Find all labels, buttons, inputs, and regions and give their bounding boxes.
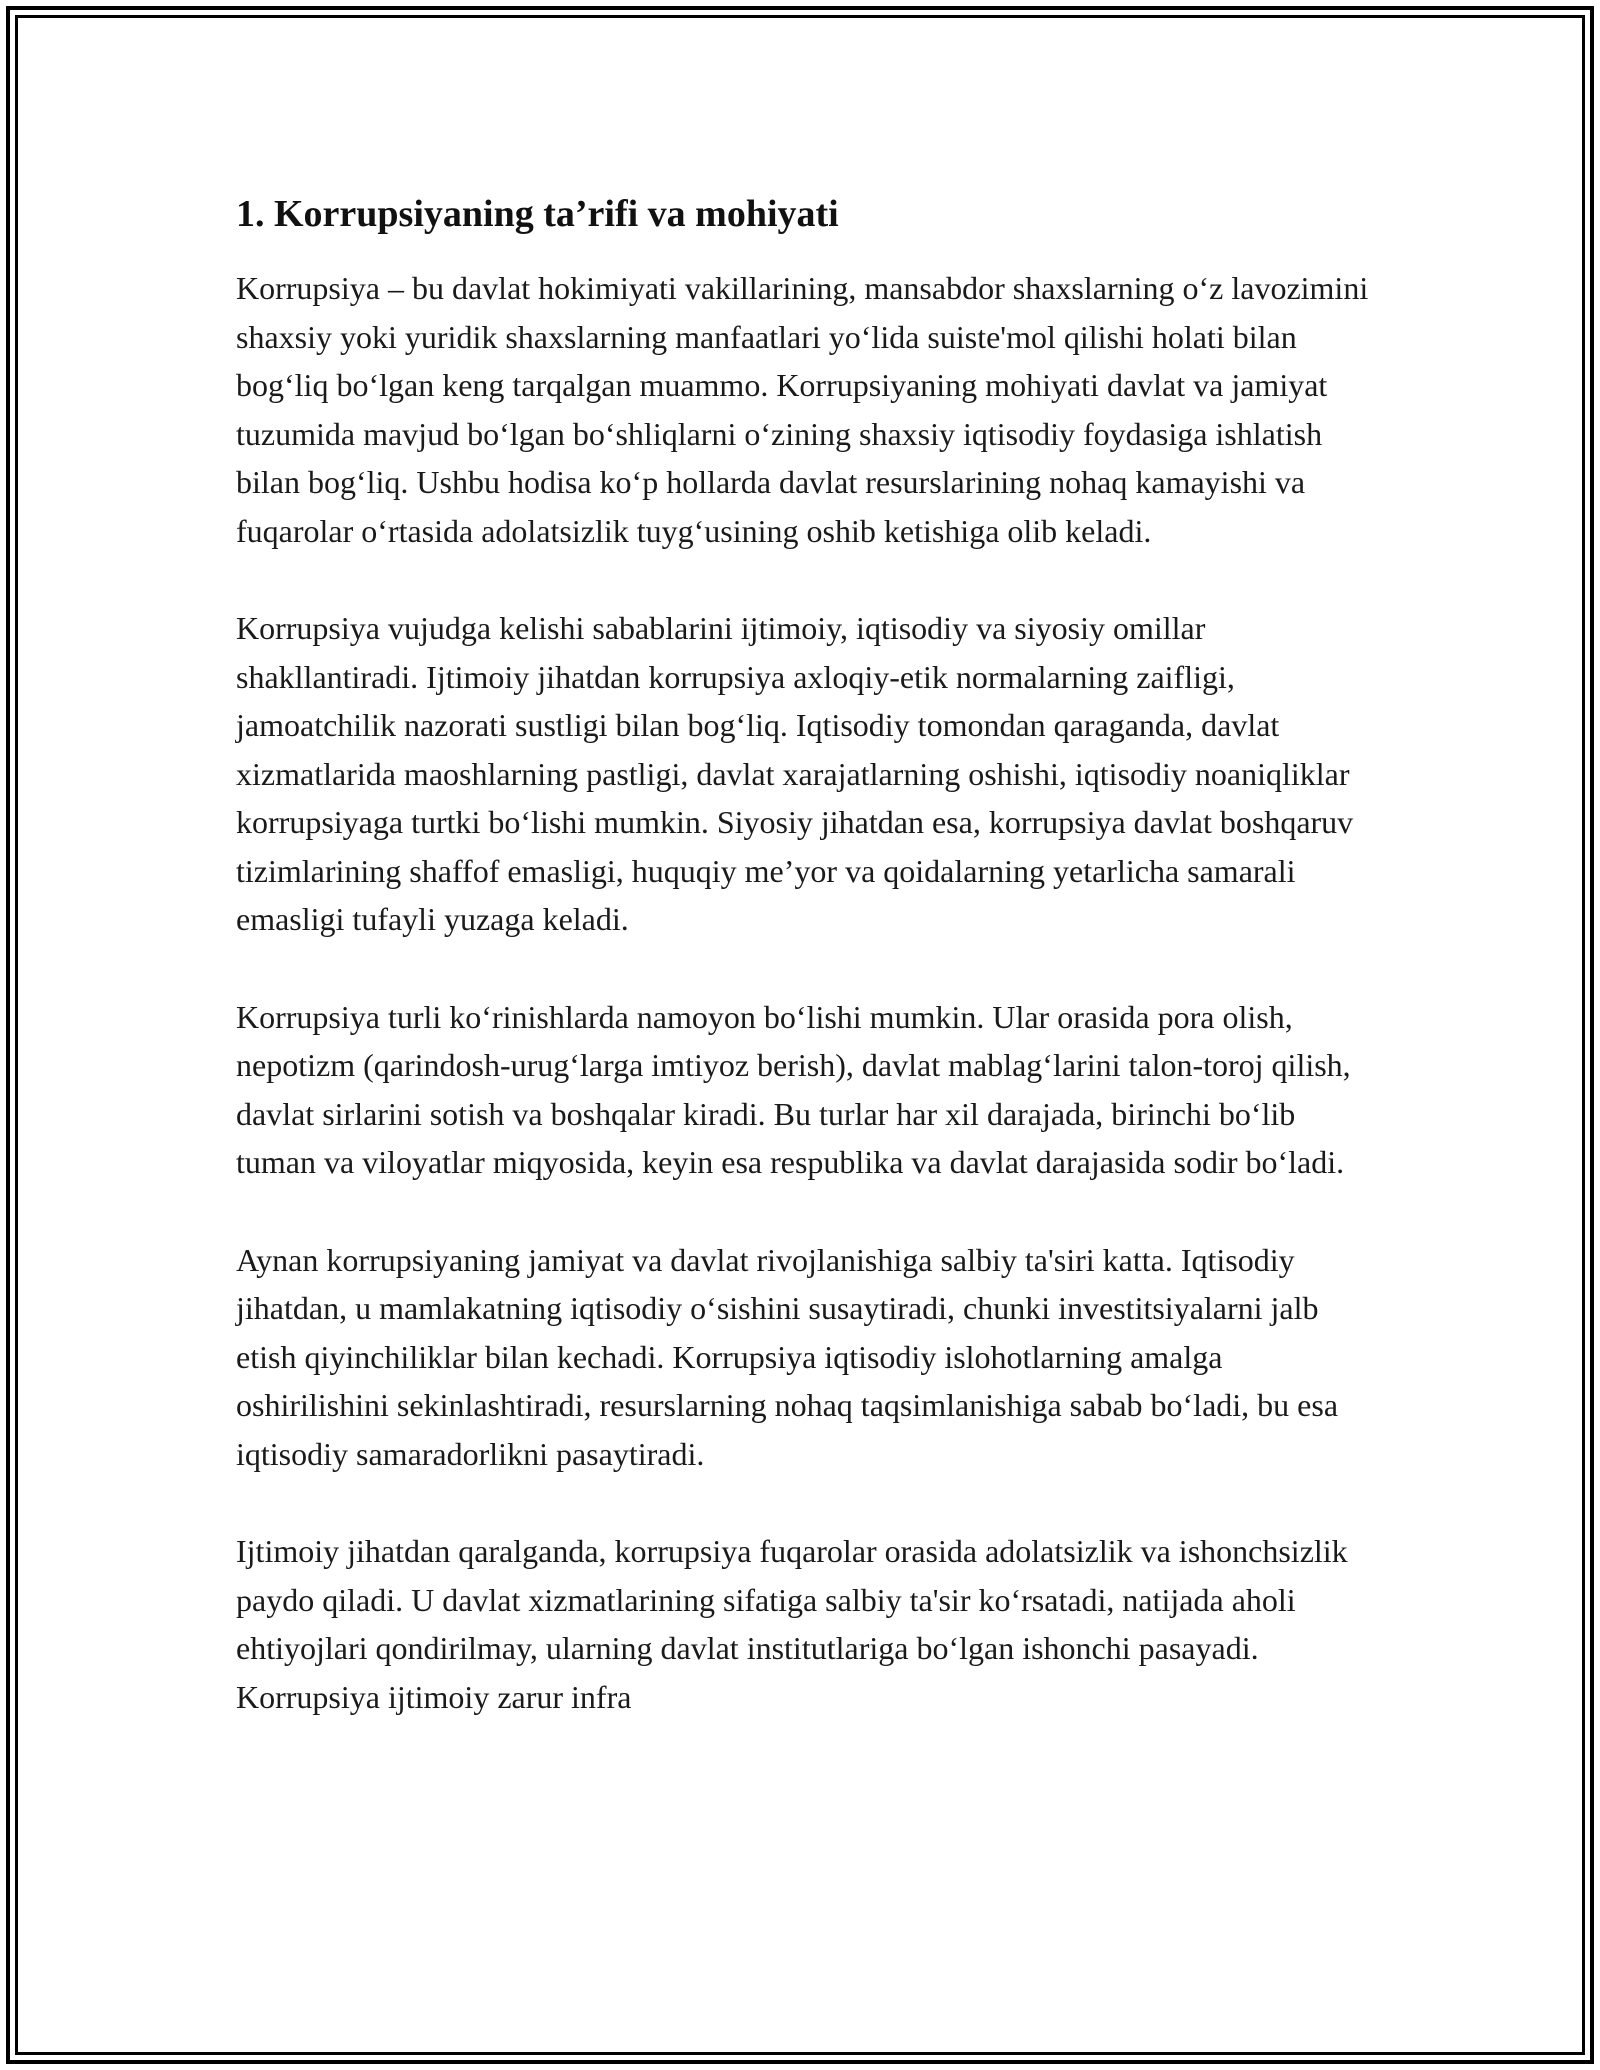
document-body — [236, 186, 1376, 1770]
paragraph-definition: Korrupsiya – bu davlat hokimiyati vakillarining, mansabdor shaxslarning o‘z lavozimini shaxsiy yoki yuridik shaxslarning manfaatlari yo‘lida suiste'mol qilishi holati bilan bog‘liq bo‘lgan keng tarqalgan muammo. Korrupsiyaning mohiyati davlat va jamiyat tuzumida mavjud bo‘lgan bo‘shliqlarni o‘zining shaxsiy iqtisodiy foydasiga ishlatish bilan bog‘liq. Ushbu hodisa ko‘p hollarda davlat resurslarining nohaq kamayishi va fuqarolar o‘rtasida adolatsizlik tuyg‘usining oshib ketishiga olib keladi. — [236, 270, 1369, 549]
paragraph-forms: Korrupsiya turli ko‘rinishlarda namoyon bo‘lishi mumkin. Ular orasida pora olish, nepotizm (qarindosh-urug‘larga imtiyoz berish), davlat mablag‘larini talon-toroj qilish, davlat sirlarini sotish va boshqalar kiradi. Bu turlar har xil darajada, birinchi bo‘lib tuman va viloyatlar miqyosida, keyin esa respublika va davlat darajasida sodir bo‘ladi. — [236, 998, 1351, 1180]
section-heading: 1. Korrupsiyaning ta’rifi va mohiyati — [236, 193, 839, 235]
paragraph-causes: Korrupsiya vujudga kelishi sabablarini ijtimoiy, iqtisodiy va siyosiy omillar shakllantiradi. Ijtimoiy jihatdan korrupsiya axloqiy-etik normalarning zaifligi, jamoatchilik nazorati sustligi bilan bog‘liq. Iqtisodiy tomondan qaraganda, davlat xizmatlarida maoshlarning pastligi, davlat xarajatlarning oshishi, iqtisodiy noaniqliklar korrupsiyaga turtki bo‘lishi mumkin. Siyosiy jihatdan esa, korrupsiya davlat boshqaruv tizimlarining shaffof emasligi, huquqiy me’yor va qoidalarning yetarlicha samarali emasligi tufayli yuzaga keladi. — [236, 610, 1354, 937]
paragraph-social-impact: Ijtimoiy jihatdan qaralganda, korrupsiya fuqarolar orasida adolatsizlik va ishonchsizlik paydo qiladi. U davlat xizmatlarining sifatiga salbiy ta'sir ko‘rsatadi, natijada aholi ehtiyojlari qondirilmay, ularning davlat institutlariga bo‘lgan ishonchi pasayadi. Korrupsiya ijtimoiy zarur infra — [236, 1533, 1348, 1715]
paragraph-economic-impact: Aynan korrupsiyaning jamiyat va davlat rivojlanishiga salbiy ta'siri katta. Iqtisodiy jihatdan, u mamlakatning iqtisodiy o‘sishini susaytiradi, chunki investitsiyalarni jalb etish qiyinchiliklar bilan kechadi. Korrupsiya iqtisodiy islohotlarning amalga oshirilishini sekinlashtiradi, resurslarning nohaq taqsimlanishiga sabab bo‘ladi, bu esa iqtisodiy samaradorlikni pasaytiradi. — [236, 1241, 1339, 1472]
